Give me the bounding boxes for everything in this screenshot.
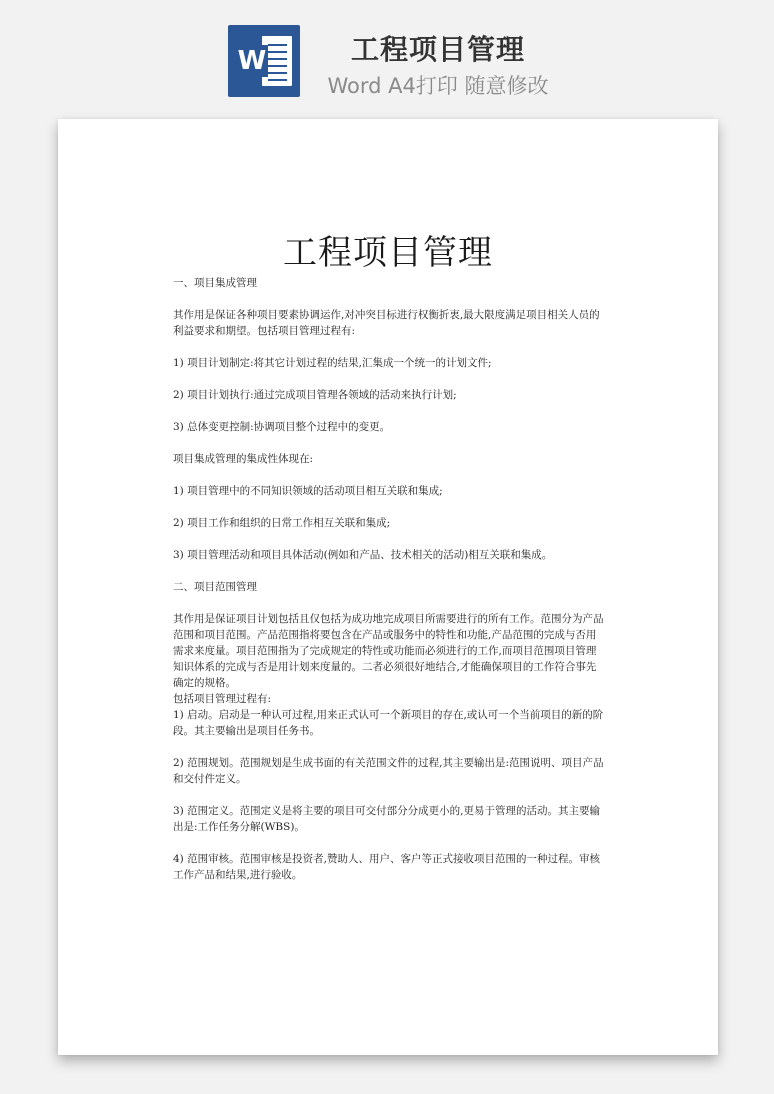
- document-paragraph: 1) 项目计划制定:将其它计划过程的结果,汇集成一个统一的计划文件;: [173, 357, 492, 369]
- document-paragraph: 2) 范围规划。范围规划是生成书面的有关范围文件的过程,其主要输出是:范围说明、项目产品和交付件定义。: [173, 757, 604, 785]
- document-paragraph: 其作用是保证各种项目要素协调运作,对冲突目标进行权衡折衷,最大限度满足项目相关人员的利益要求和期望。包括项目管理过程有:: [173, 309, 600, 337]
- document-paragraph: 其作用是保证项目计划包括且仅包括为成功地完成项目所需要进行的所有工作。范围分为产品范围和项目范围。产品范围指将要包含在产品或服务中的特性和功能,产品范围的完成与否用需求来度量。项目范围指为了完成规定的特性或功能而必须进行的工作,而项目范围项目管理知识体系的完成与否是用计划来度量的。二者必须很好地结合,才能确保项目的工作符合事先确定的规格。: [173, 613, 604, 689]
- document-paragraph: 一、项目集成管理: [173, 277, 257, 289]
- document-paragraph: 3) 项目管理活动和项目具体活动(例如和产品、技术相关的活动)相互关联和集成。: [173, 549, 553, 561]
- document-title: 工程项目管理: [283, 233, 493, 273]
- document-paragraph: 二、项目范围管理: [173, 581, 257, 593]
- document-page: [58, 119, 718, 1055]
- document-paragraph: 3) 范围定义。范围定义是将主要的项目可交付部分分成更小的,更易于管理的活动。其主要输出是:工作任务分解(WBS)。: [173, 805, 600, 833]
- document-paragraph: 2) 项目计划执行:通过完成项目管理各领域的活动来执行计划;: [173, 389, 457, 401]
- word-document-icon: [228, 25, 300, 97]
- banner-subtitle: Word A4打印 随意修改: [327, 74, 549, 98]
- document-paragraph: 3) 总体变更控制:协调项目整个过程中的变更。: [173, 421, 391, 433]
- header-banner: [0, 0, 774, 118]
- document-body: [173, 275, 605, 883]
- document-paragraph: 项目集成管理的集成性体现在:: [173, 453, 314, 465]
- document-paragraph: 1) 项目管理中的不同知识领域的活动项目相互关联和集成;: [173, 485, 443, 497]
- document-paragraph: 4) 范围审核。范围审核是投资者,赞助人、用户、客户等正式接收项目范围的一种过程。审核工作产品和结果,进行验收。: [173, 853, 600, 881]
- logo-letter: W: [237, 46, 267, 76]
- document-paragraph: 2) 项目工作和组织的日常工作相互关联和集成;: [173, 517, 391, 529]
- banner-title: 工程项目管理: [350, 33, 525, 66]
- document-paragraph: 1) 启动。启动是一种认可过程,用来正式认可一个新项目的存在,或认可一个当前项目的新的阶段。其主要输出是项目任务书。: [173, 709, 604, 737]
- document-paragraph: 包括项目管理过程有:: [173, 693, 272, 705]
